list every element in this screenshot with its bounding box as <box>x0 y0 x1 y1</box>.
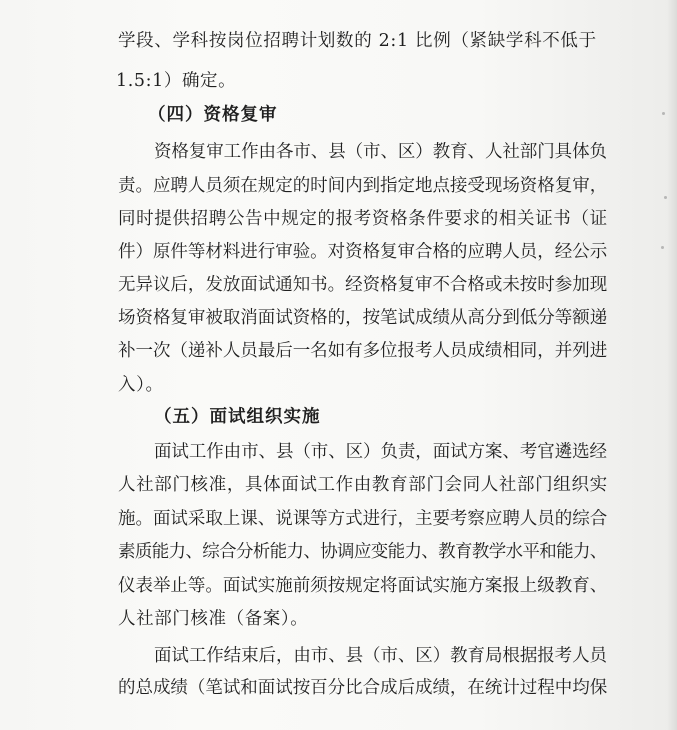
paragraph-line: 资格复审工作由各市、县（市、区）教育、人社部门具体负 <box>154 142 607 162</box>
paragraph-line: 面试工作由市、县（市、区）负责，面试方案、考官遴选经 <box>154 442 607 462</box>
scan-speck <box>662 112 665 115</box>
paragraph-line: 施。面试采取上课、说课等方式进行，主要考察应聘人员的综合 <box>118 509 608 529</box>
paragraph-line: 1.5:1）确定。 <box>116 71 237 91</box>
paragraph-line: 素质能力、综合分析能力、协调应变能力、教育教学水平和能力、 <box>118 542 607 562</box>
section-heading-interview-organization: （五）面试组织实施 <box>154 407 321 427</box>
paragraph-line: 补一次（递补人员最后一名如有多位报考人员成绩相同，并列进 <box>118 341 608 361</box>
paragraph-line: 人社部门核准，具体面试工作由教育部门会同人社部门组织实 <box>118 475 608 495</box>
scan-speck <box>661 246 664 249</box>
paragraph-line: 学段、学科按岗位招聘计划数的 2:1 比例（紧缺学科不低于 <box>118 31 597 51</box>
paragraph-line: 仪表举止等。面试实施前须按规定将面试实施方案报上级教育、 <box>118 576 608 596</box>
paragraph-line: 无异议后，发放面试通知书。经资格复审不合格或未按时参加现 <box>118 275 608 295</box>
paragraph-line: 人社部门核准（备案）。 <box>118 609 309 629</box>
paragraph-line: 入）。 <box>118 375 164 395</box>
page-edge-shadow <box>667 0 677 730</box>
paragraph-line: 的总成绩（笔试和面试按百分比合成后成绩，在统计过程中均保 <box>118 678 608 698</box>
scan-speck <box>664 196 667 199</box>
section-heading-qualification-review: （四）资格复审 <box>148 105 278 125</box>
paragraph-line: 件）原件等材料进行审验。对资格复审合格的应聘人员，经公示 <box>118 242 608 262</box>
paragraph-line: 面试工作结束后，由市、县（市、区）教育局根据报考人员 <box>154 646 607 666</box>
paragraph-line: 同时提供招聘公告中规定的报考资格条件要求的相关证书（证 <box>118 209 608 229</box>
paragraph-line: 场资格复审被取消面试资格的，按笔试成绩从高分到低分等额递 <box>118 308 608 328</box>
paragraph-line: 责。应聘人员须在规定的时间内到指定地点接受现场资格复审， <box>118 176 608 196</box>
